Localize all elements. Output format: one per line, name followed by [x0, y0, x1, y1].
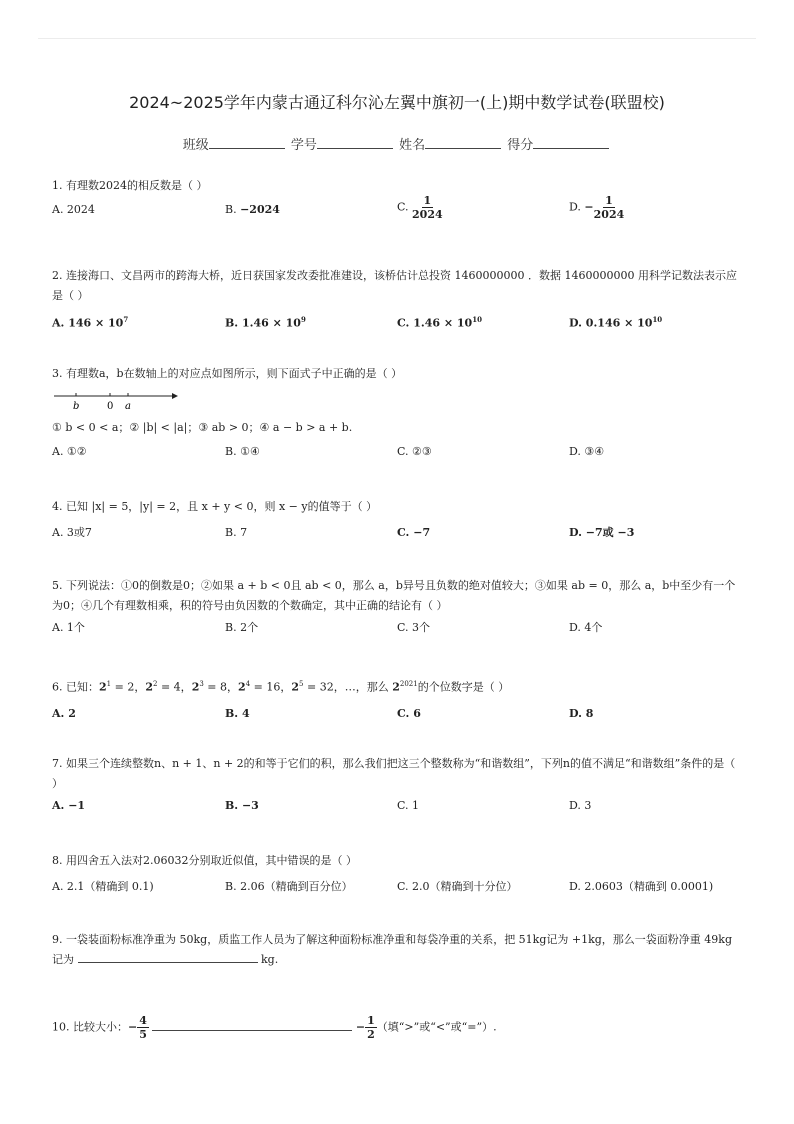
- name-label: 姓名: [399, 138, 426, 153]
- q10-den-2: 2: [367, 1028, 375, 1041]
- q8-option-d[interactable]: D. 2.0603（精确到 0.0001): [569, 880, 714, 893]
- q6-r5: = 32，…，那么: [303, 680, 393, 694]
- q6-pre: 6. 已知：: [52, 680, 99, 694]
- q6-e6: 2021: [399, 680, 418, 688]
- q6-option-a[interactable]: A. 2: [52, 706, 76, 720]
- q3-option-d[interactable]: D. ③④: [569, 445, 605, 458]
- id-label: 学号: [290, 138, 317, 153]
- q2-option-b[interactable]: [225, 310, 306, 334]
- q1-d-prefix: D.: [569, 200, 585, 214]
- number-line-arrow: [172, 393, 178, 399]
- class-blank[interactable]: [209, 136, 285, 149]
- q6-r2: = 4，: [157, 680, 192, 694]
- q7-option-a[interactable]: A. −1: [52, 799, 86, 812]
- question-5: [52, 576, 742, 642]
- page-title: 2024~2025学年内蒙古通辽科尔沁左翼中旗初一(上)期中数学试卷(联盟校): [129, 93, 665, 112]
- q6-r4: = 16，: [250, 680, 292, 694]
- q6-e1: 1: [106, 680, 112, 688]
- q1-c-prefix: C.: [397, 200, 413, 214]
- question-3: [52, 364, 742, 384]
- q2-option-d[interactable]: [569, 310, 662, 334]
- q10-num-1: 4: [139, 1014, 147, 1027]
- question-1: [52, 176, 742, 230]
- q2-d-exp: 10: [652, 315, 663, 324]
- question-6: [52, 674, 742, 728]
- q6-e2: 2: [153, 680, 158, 688]
- question-2: [52, 266, 742, 334]
- q1-c-fraction: [412, 194, 443, 221]
- q10-sign-1: −: [128, 1020, 138, 1034]
- q1-d-fraction: [594, 194, 625, 221]
- score-label: 得分: [507, 138, 534, 153]
- q3-option-c[interactable]: C. ②③: [397, 445, 432, 458]
- q2-d-base: D. 0.146 × 10: [569, 316, 653, 330]
- question-3-body: [52, 418, 742, 466]
- q4-option-c[interactable]: C. −7: [397, 526, 431, 539]
- q5-option-c[interactable]: C. 3个: [397, 621, 431, 634]
- score-blank[interactable]: [533, 136, 609, 149]
- q10-den-1: 5: [139, 1028, 147, 1041]
- q2-a-exp: 7: [123, 315, 129, 324]
- question-9-stem: [52, 930, 742, 970]
- q6-option-d[interactable]: D. 8: [569, 706, 594, 720]
- q7-option-c[interactable]: C. 1: [397, 799, 420, 812]
- q9-answer-blank[interactable]: [78, 950, 258, 963]
- question-9: [52, 930, 742, 970]
- q2-b-base: B. 1.46 × 10: [225, 316, 301, 330]
- q2-option-a[interactable]: [52, 310, 128, 334]
- q10-fraction-2: [365, 1014, 377, 1041]
- question-10: [52, 1014, 742, 1041]
- q6-option-c[interactable]: C. 6: [397, 706, 421, 720]
- top-divider: [38, 38, 756, 39]
- q5-option-b[interactable]: B. 2个: [225, 621, 259, 634]
- q10-sign-2: −: [355, 1020, 366, 1034]
- q4-option-a[interactable]: A. 3或7: [52, 526, 92, 539]
- q6-post: 的个位数字是（ ）: [417, 680, 510, 694]
- question-3-conditions: ① b < 0 < a；② |b| < |a|；③ ab > 0；④ a − b > a + b.: [52, 421, 353, 434]
- q2-c-exp: 10: [472, 315, 482, 324]
- question-7-stem: 7. 如果三个连续整数n、n + 1、n + 2的和等于它们的积，那么我们把这三个整数称为“和谐数组”，下列n的值不满足“和谐数组”条件的是（ ）: [52, 757, 736, 790]
- q1-option-c[interactable]: [397, 194, 443, 221]
- q6-p6: 2: [392, 680, 400, 694]
- q1-d-num: 1: [605, 194, 613, 207]
- q10-num-2: 1: [367, 1014, 375, 1027]
- q3-option-a[interactable]: A. ①②: [52, 445, 87, 458]
- q9-pre: 9. 一袋装面粉标准净重为 50kg，质监工作人员为了解这种面粉标准净重和每袋净重的关系，把 51kg记为 +1kg，那么一袋面粉净重 49kg记为: [52, 933, 733, 966]
- q1-b-value: −2024: [240, 203, 280, 216]
- question-4: [52, 497, 742, 547]
- question-1-stem: 1. 有理数2024的相反数是（ ）: [52, 179, 208, 192]
- q3-option-b[interactable]: B. ①④: [225, 445, 260, 458]
- q6-option-b[interactable]: B. 4: [225, 706, 250, 720]
- question-6-stem: [52, 674, 742, 698]
- q10-post: （填“>”或“<”或“=”）.: [376, 1020, 497, 1034]
- q8-option-c[interactable]: C. 2.0（精确到十分位）: [397, 880, 518, 893]
- q6-e3: 3: [199, 680, 204, 688]
- question-8: [52, 851, 742, 901]
- id-blank[interactable]: [317, 136, 393, 149]
- q6-p5: 2: [291, 680, 300, 694]
- question-3-stem: 3. 有理数a，b在数轴上的对应点如图所示，则下面式子中正确的是（ ）: [52, 367, 403, 380]
- q10-fraction-1: [137, 1014, 149, 1041]
- q1-option-d[interactable]: [569, 194, 624, 221]
- q8-option-a[interactable]: A. 2.1（精确到 0.1): [52, 880, 154, 893]
- q7-option-d[interactable]: D. 3: [569, 799, 592, 812]
- question-2-stem: 2. 连接海口、文昌两市的跨海大桥，近日获国家发改委批准建设，该桥估计总投资 1460000000 ．数据 1460000000 用科学记数法表示应是（ ）: [52, 269, 737, 302]
- q8-option-b[interactable]: B. 2.06（精确到百分位）: [225, 880, 353, 893]
- q6-p2: 2: [145, 680, 153, 694]
- q6-e5: 5: [299, 680, 304, 688]
- q4-option-b[interactable]: B. 7: [225, 526, 248, 539]
- student-info-row: [0, 134, 794, 153]
- label-0: 0: [107, 401, 114, 412]
- question-10-stem: [52, 1014, 742, 1041]
- q5-option-d[interactable]: D. 4个: [569, 621, 603, 634]
- q1-option-b[interactable]: [225, 200, 280, 220]
- class-label: 班级: [182, 138, 209, 153]
- q10-answer-blank[interactable]: [152, 1018, 352, 1031]
- q6-p3: 2: [191, 680, 200, 694]
- q2-option-c[interactable]: [397, 310, 482, 334]
- q1-c-num: 1: [423, 194, 432, 207]
- q6-p1: 2: [99, 680, 107, 694]
- question-4-stem: 4. 已知 |x| = 5，|y| = 2，且 x + y < 0，则 x − y的值等于（ ）: [52, 500, 378, 513]
- question-7: [52, 754, 742, 820]
- q7-option-b[interactable]: B. −3: [225, 799, 259, 812]
- q9-post: kg.: [257, 953, 279, 966]
- q10-pre: 10. 比较大小：: [52, 1020, 128, 1034]
- q2-a-base: A. 146 × 10: [52, 316, 124, 330]
- label-b: b: [73, 401, 80, 412]
- name-blank[interactable]: [425, 136, 501, 149]
- q5-option-a[interactable]: A. 1个: [52, 621, 85, 634]
- number-line-figure: [52, 388, 182, 412]
- q1-c-den: 2024: [412, 208, 443, 221]
- label-a: a: [125, 401, 131, 412]
- q6-r1: = 2，: [111, 680, 146, 694]
- q1-b-prefix: B.: [225, 203, 241, 216]
- q1-d-sign: −: [584, 200, 594, 214]
- q4-option-d[interactable]: D. −7或 −3: [569, 526, 635, 539]
- question-5-stem: 5. 下列说法：①0的倒数是0；②如果 a + b < 0且 ab < 0，那么 a，b异号且负数的绝对值较大；③如果 ab = 0，那么 a，b中至少有一个为0；④几个有理数相乘，积的符号由负因数的个数确定，其中正确的结论有（ ）: [52, 579, 736, 612]
- q1-option-a[interactable]: A. 2024: [52, 203, 95, 216]
- q6-p4: 2: [238, 680, 246, 694]
- q1-d-den: 2024: [593, 208, 625, 221]
- q6-r3: = 8，: [203, 680, 239, 694]
- question-8-stem: 8. 用四舍五入法对2.06032分别取近似值，其中错误的是（ ）: [52, 854, 357, 867]
- q6-e4: 4: [245, 680, 251, 688]
- q2-c-base: C. 1.46 × 10: [397, 316, 473, 330]
- q2-b-exp: 9: [300, 315, 306, 324]
